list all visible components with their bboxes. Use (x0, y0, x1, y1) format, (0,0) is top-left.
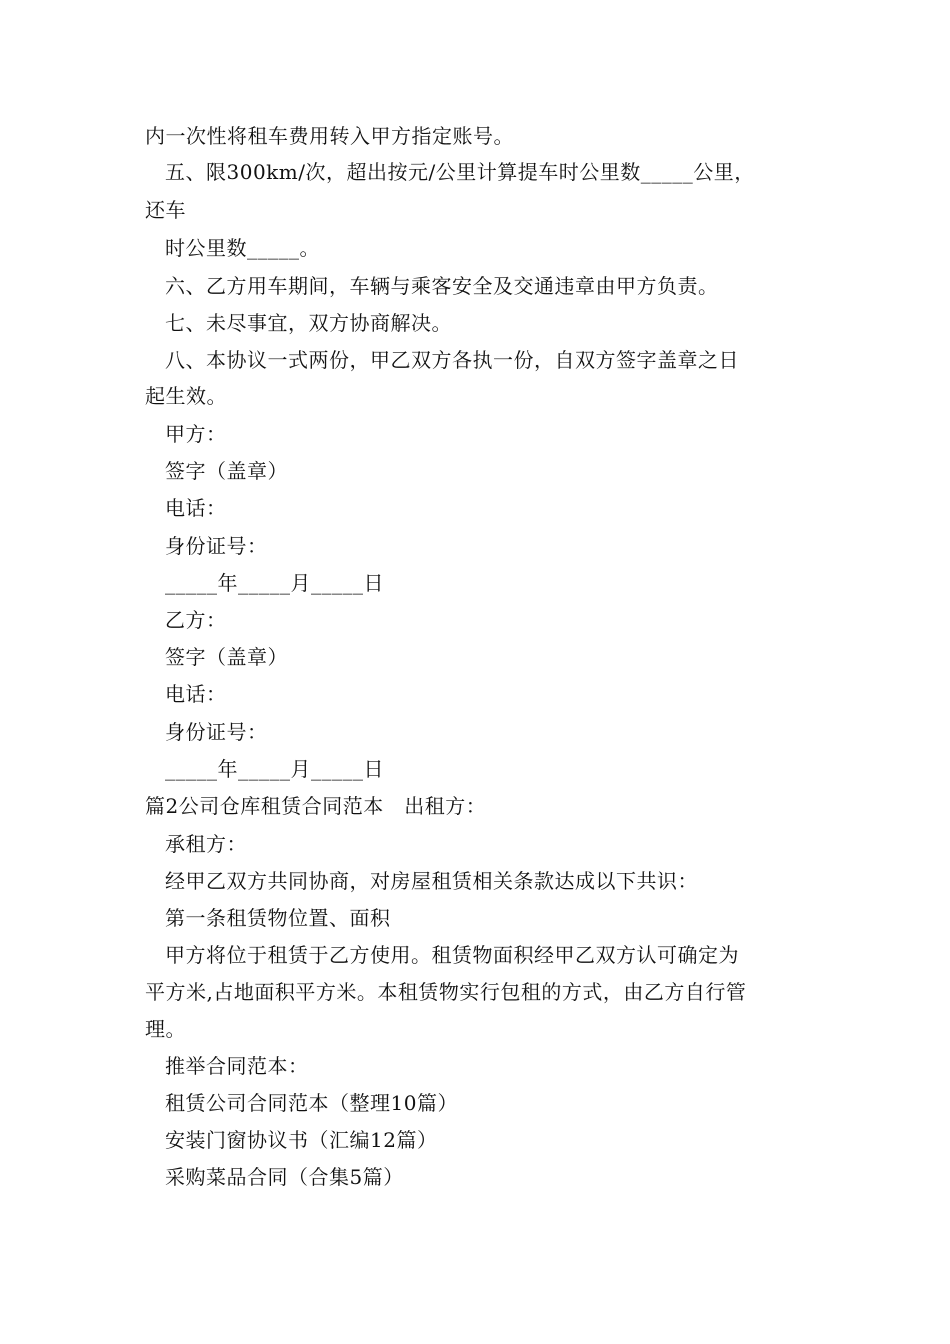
text-line-clause-7: 七、未尽事宜，双方协商解决。 (165, 311, 452, 335)
party-a-phone: 电话： (165, 496, 227, 520)
text-line-clause-8: 八、本协议一式两份，甲乙双方各执一份，自双方签字盖章之日 (165, 348, 739, 372)
text-line-clause-5: 五、限300km/次，超出按元/公里计算提车时公里数_____公里， (165, 160, 755, 184)
party-b-signature: 签字（盖章） (165, 645, 288, 669)
party-a-signature: 签字（盖章） (165, 459, 288, 483)
text-line-clause-8-cont: 起生效。 (145, 384, 227, 408)
article-1-text: 甲方将位于租赁于乙方使用。租赁物面积经甲乙双方认可确定为 (165, 943, 739, 967)
party-a-date: _____年_____月_____日 (165, 571, 384, 595)
party-b-label: 乙方： (165, 608, 227, 632)
recommend-link-1[interactable]: 租赁公司合同范本（整理10篇） (165, 1091, 458, 1115)
recommend-link-3[interactable]: 采购菜品合同（合集5篇） (165, 1165, 404, 1189)
recommend-heading: 推举合同范本： (165, 1054, 309, 1078)
lessee-label: 承租方： (165, 832, 247, 856)
party-b-date: _____年_____月_____日 (165, 757, 384, 781)
section-title-2: 篇2公司仓库租赁合同范本 出租方： (145, 794, 487, 818)
party-a-label: 甲方： (165, 422, 227, 446)
recommend-link-2[interactable]: 安装门窗协议书（汇编12篇） (165, 1128, 438, 1152)
text-line-consensus: 经甲乙双方共同协商，对房屋租赁相关条款达成以下共识： (165, 869, 698, 893)
text-line-payment: 内一次性将租车费用转入甲方指定账号。 (145, 124, 514, 148)
text-line-clause-6: 六、乙方用车期间，车辆与乘客安全及交通违章由甲方负责。 (165, 274, 719, 298)
party-b-phone: 电话： (165, 682, 227, 706)
article-1-text-cont: 平方米,占地面积平方米。本租赁物实行包租的方式，由乙方自行管 (145, 980, 747, 1004)
article-1-text-end: 理。 (145, 1017, 186, 1041)
text-line-clause-5-cont: 还车 (145, 198, 186, 222)
party-a-id: 身份证号： (165, 534, 268, 558)
text-line-clause-5-mileage: 时公里数_____。 (165, 236, 320, 260)
article-1-title: 第一条租赁物位置、面积 (165, 906, 391, 930)
party-b-id: 身份证号： (165, 720, 268, 744)
